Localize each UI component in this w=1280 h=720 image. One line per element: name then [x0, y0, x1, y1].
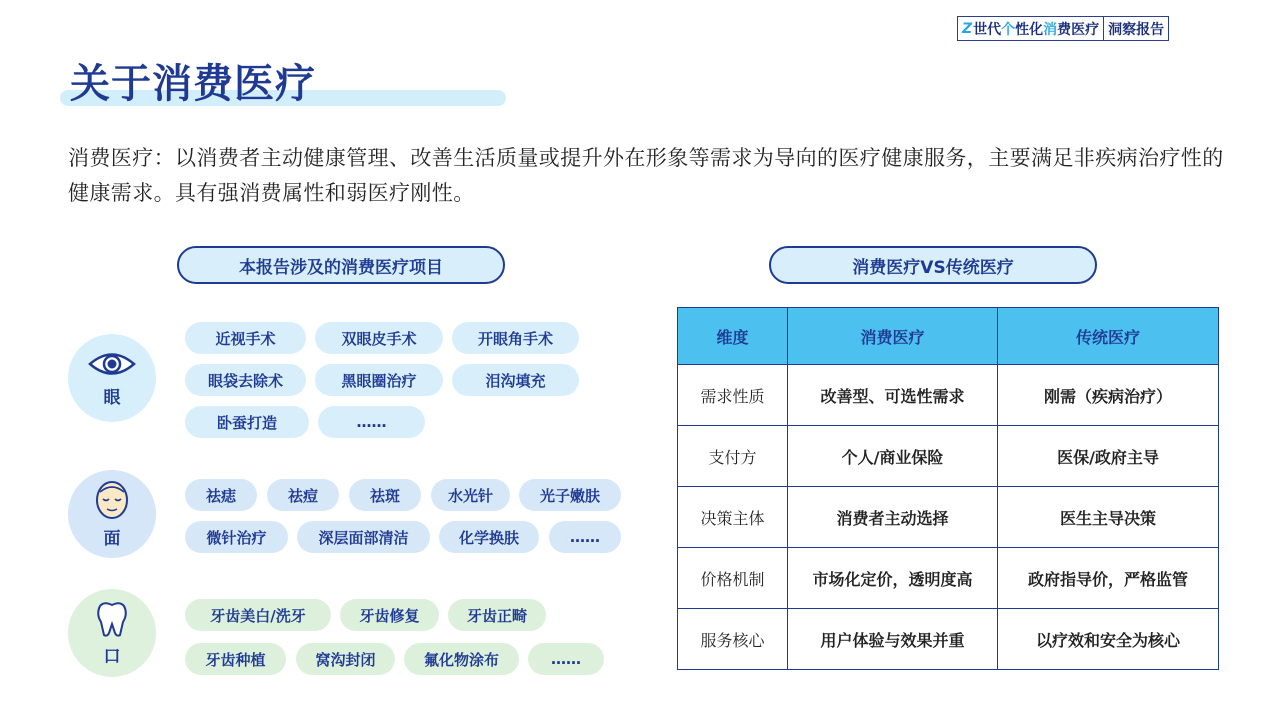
badge-z: Z: [962, 20, 973, 37]
page-title: 关于消费医疗: [70, 61, 316, 107]
table-row: [678, 609, 1219, 670]
row-consumer-value: 个人/商业保险: [788, 426, 998, 487]
tag-eye-5: 黑眼圈治疗: [315, 364, 443, 396]
row-dimension: 需求性质: [678, 365, 788, 426]
comparison-heading: 消费医疗VS传统医疗: [769, 246, 1097, 284]
tag-eye-4: 眼袋去除术: [185, 364, 306, 396]
tag-mouth-4: 牙齿种植: [185, 643, 286, 675]
intro-paragraph: 消费医疗：以消费者主动健康管理、改善生活质量或提升外在形象等需求为导向的医疗健康服务，主要满足非疾病治疗性的健康需求。具有强消费属性和弱医疗刚性。: [68, 146, 1224, 205]
row-dimension: 价格机制: [678, 548, 788, 609]
table-row: [678, 487, 1219, 548]
tag-eye-3: 开眼角手术: [452, 322, 579, 354]
row-traditional-value: 医保/政府主导: [998, 426, 1219, 487]
tag-face-1: 祛痣: [185, 479, 257, 511]
badge-brand: [958, 17, 1104, 40]
eye-icon: [87, 349, 137, 379]
category-eye: [68, 334, 156, 422]
tag-face-7: 深层面部清洁: [297, 521, 430, 553]
row-dimension: 决策主体: [678, 487, 788, 548]
report-badge: [957, 16, 1169, 41]
badge-accent: 消: [1043, 21, 1058, 38]
table-row: [678, 548, 1219, 609]
tag-mouth-6: 氟化物涂布: [404, 643, 519, 675]
row-traditional-value: 政府指导价，严格监管: [998, 548, 1219, 609]
face-icon: [94, 480, 130, 520]
row-consumer-value: 用户体验与效果并重: [788, 609, 998, 670]
category-face: [68, 470, 156, 558]
tag-face-3: 祛斑: [349, 479, 421, 511]
row-traditional-value: 以疗效和安全为核心: [998, 609, 1219, 670]
row-traditional-value: 医生主导决策: [998, 487, 1219, 548]
tooth-icon: [95, 600, 129, 638]
category-mouth-label: 口: [103, 646, 121, 667]
tag-face-9: ……: [549, 521, 621, 553]
badge-rest: 性化: [1015, 21, 1044, 38]
tag-eye-8: ……: [318, 406, 425, 438]
row-consumer-value: 改善型、可选性需求: [788, 365, 998, 426]
badge-report: 洞察报告: [1108, 21, 1165, 38]
row-dimension: 服务核心: [678, 609, 788, 670]
row-consumer-value: 市场化定价，透明度高: [788, 548, 998, 609]
tag-mouth-5: 窝沟封闭: [296, 643, 395, 675]
tag-eye-2: 双眼皮手术: [315, 322, 443, 354]
tag-eye-1: 近视手术: [185, 322, 306, 354]
category-mouth: [68, 589, 156, 677]
row-traditional-value: 刚需（疾病治疗）: [998, 365, 1219, 426]
category-face-label: 面: [103, 528, 121, 549]
tag-face-4: 水光针: [431, 479, 510, 511]
badge-glyph: 个: [1001, 21, 1016, 38]
tag-mouth-7: ……: [528, 643, 604, 675]
tag-mouth-3: 牙齿正畸: [448, 599, 546, 631]
tag-eye-6: 泪沟填充: [452, 364, 579, 396]
row-dimension: 支付方: [678, 426, 788, 487]
tag-eye-7: 卧蚕打造: [185, 406, 309, 438]
row-consumer-value: 消费者主动选择: [788, 487, 998, 548]
tag-face-5: 光子嫩肤: [519, 479, 621, 511]
badge-mid: 世代: [973, 21, 1002, 38]
tag-face-6: 微针治疗: [185, 521, 288, 553]
header-dimension: 维度: [678, 308, 788, 365]
table-row: [678, 426, 1219, 487]
header-consumer-medical: 消费医疗: [788, 308, 998, 365]
projects-heading: 本报告涉及的消费医疗项目: [177, 246, 505, 284]
tag-face-8: 化学换肤: [439, 521, 539, 553]
tag-mouth-1: 牙齿美白/洗牙: [185, 599, 331, 631]
category-eye-label: 眼: [103, 387, 121, 408]
table-header-row: [678, 308, 1219, 365]
tag-mouth-2: 牙齿修复: [340, 599, 439, 631]
tag-face-2: 祛痘: [267, 479, 339, 511]
table-row: [678, 365, 1219, 426]
badge-tail: 费医疗: [1057, 21, 1100, 38]
header-traditional-medical: 传统医疗: [998, 308, 1219, 365]
comparison-table: [677, 307, 1219, 670]
